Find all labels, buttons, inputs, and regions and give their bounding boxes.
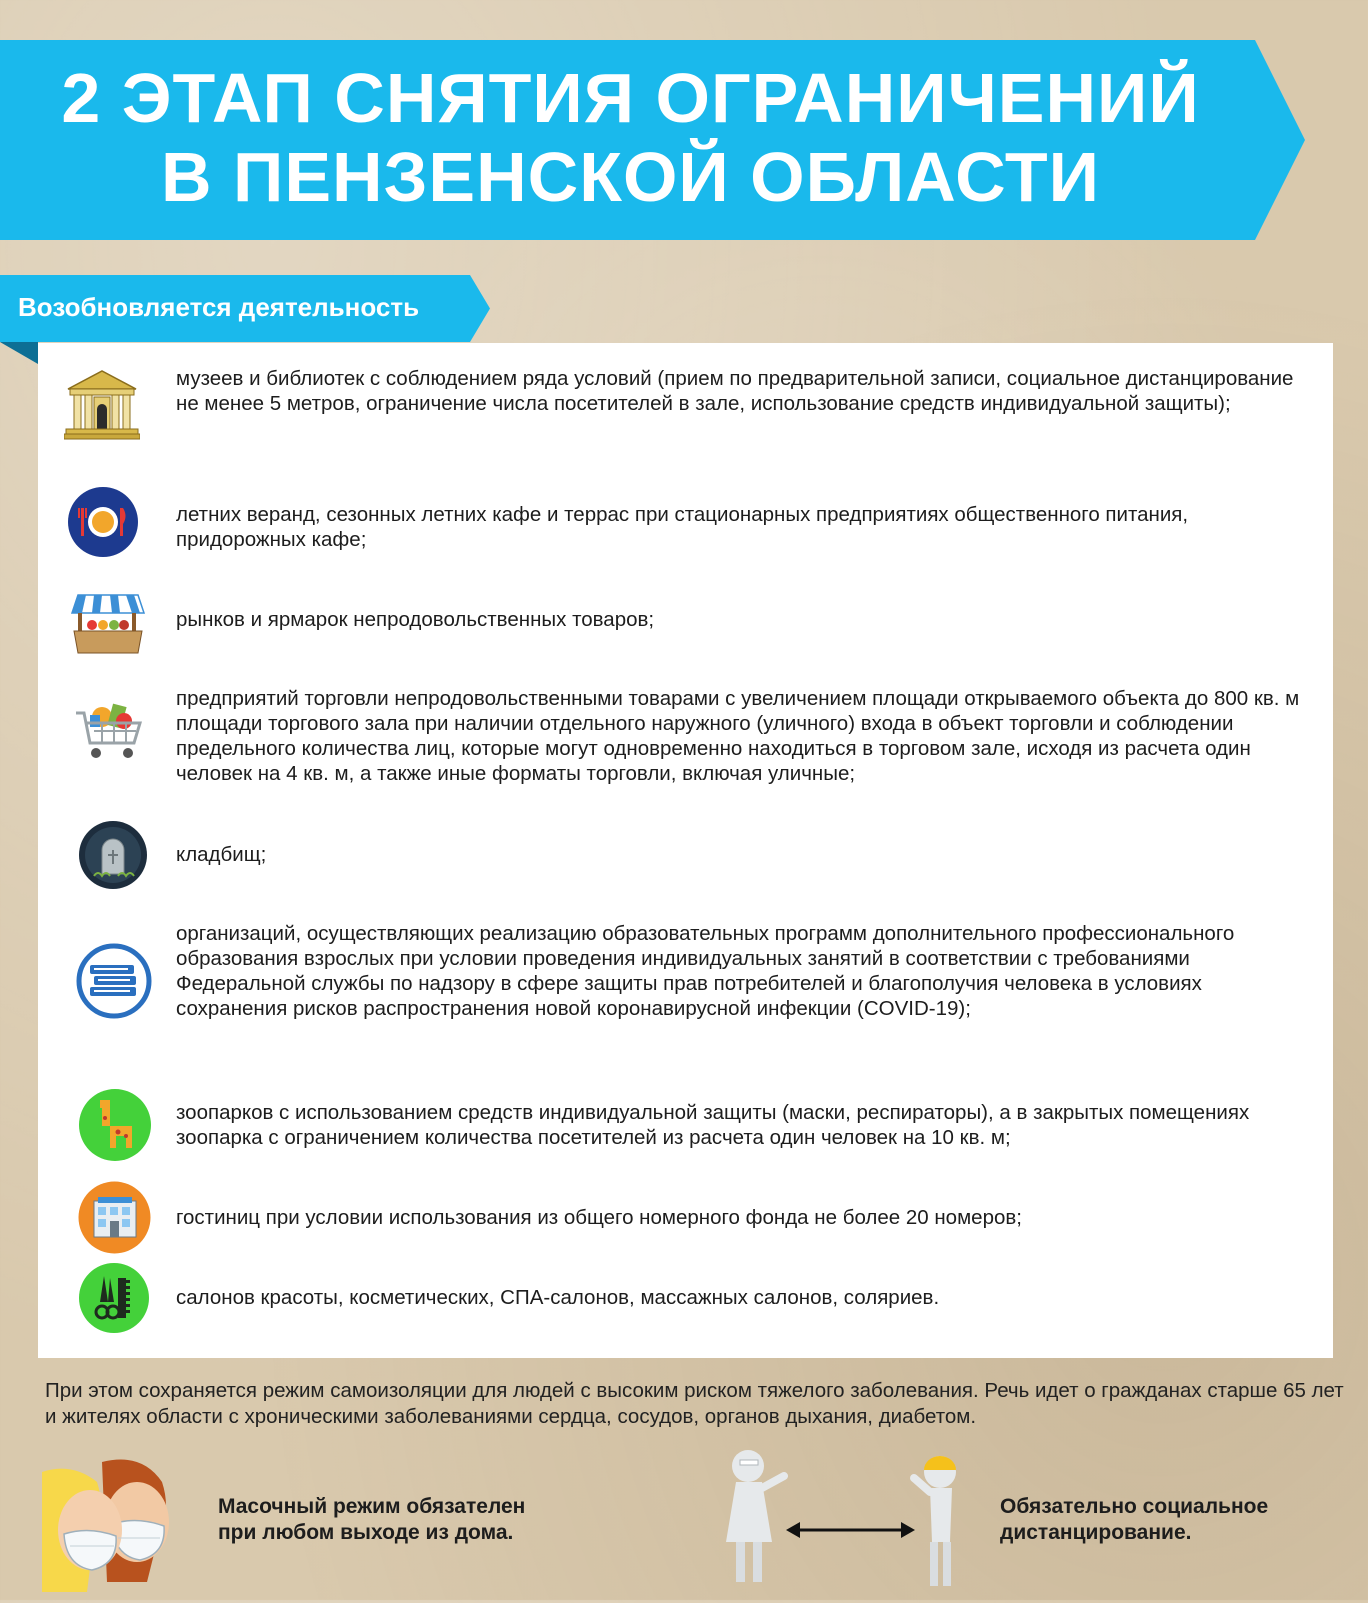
scissors-comb-icon bbox=[78, 1262, 150, 1334]
masked-people-illustration bbox=[42, 1452, 182, 1592]
list-item-text: гостиниц при условии использования из общего номерного фонда не более 20 номеров; bbox=[176, 1206, 1022, 1229]
market-stall-icon bbox=[70, 585, 146, 661]
social-distancing-illustration bbox=[718, 1448, 978, 1598]
restaurant-plate-icon bbox=[67, 486, 139, 558]
list-item-text: музеев и библиотек с соблюдением ряда условий (прием по предварительной записи, социальное дистанцирование не менее 5 метров, ограничение числа посетителей в зале, использование средств индивидуальной защиты); bbox=[176, 367, 1294, 415]
list-item-text: кладбищ; bbox=[176, 843, 267, 866]
list-item-text: организаций, осуществляющих реализацию образовательных программ дополнительного профессионального образования взрослых при условии проведения индивидуальных занятий в соответствии с требованиями Федеральной службы по надзору в сфере защиты прав потребителей и благополучия человека в условиях сохранения рисков распространения новой коронавирусной инфекции (COVID-19); bbox=[176, 922, 1235, 1020]
list-item-text: зоопарков с использованием средств индивидуальной защиты (маски, респираторы), а в закрытых помещениях зоопарка с ограничением количества посетителей из расчета один человек на 10 кв. м; bbox=[176, 1101, 1250, 1149]
page-title-line1: 2 ЭТАП СНЯТИЯ ОГРАНИЧЕНИЙ bbox=[61, 59, 1200, 137]
list-item-text: салонов красоты, косметических, СПА-салонов, массажных салонов, соляриев. bbox=[176, 1286, 940, 1309]
books-icon bbox=[76, 943, 152, 1019]
gravestone-icon bbox=[78, 820, 148, 890]
museum-icon bbox=[64, 367, 140, 443]
page-title-line2: В ПЕНЗЕНСКОЙ ОБЛАСТИ bbox=[161, 138, 1100, 216]
self-isolation-note: При этом сохраняется режим самоизоляции для людей с высоким риском тяжелого заболевания. Речь идет о гражданах старше 65 лет и жителях области с хроническими заболеваниями сердца, сосудов, органов дыхания, диабетом. bbox=[45, 1379, 1344, 1428]
distancing-caption-line2: дистанцирование. bbox=[1000, 1521, 1192, 1544]
hotel-icon bbox=[78, 1181, 151, 1254]
section-tab-fold bbox=[0, 342, 38, 364]
list-item-text: летних веранд, сезонных летних кафе и террас при стационарных предприятиях общественного питания, придорожных кафе; bbox=[176, 503, 1189, 551]
distancing-caption-line1: Обязательно социальное bbox=[1000, 1495, 1269, 1518]
list-item-text: рынков и ярмарок непродовольственных товаров; bbox=[176, 608, 655, 631]
shopping-cart-icon bbox=[72, 697, 148, 773]
mask-caption-line1: Масочный режим обязателен bbox=[218, 1495, 526, 1518]
giraffe-icon bbox=[78, 1088, 152, 1162]
list-item-text: предприятий торговли непродовольственными товарами с увеличением площади открываемого объекта до 800 кв. м площади торгового зала при наличии отдельного наружного (уличного) входа в объект торговли и соблюдении предельного количества лиц, которые могут одновременно находиться в торговом зале, исходя из расчета один человек на 4 кв. м, а также иные форматы торговли, включая уличные; bbox=[176, 687, 1300, 785]
section-heading: Возобновляется деятельность bbox=[18, 292, 420, 322]
mask-caption-line2: при любом выходе из дома. bbox=[218, 1521, 514, 1544]
